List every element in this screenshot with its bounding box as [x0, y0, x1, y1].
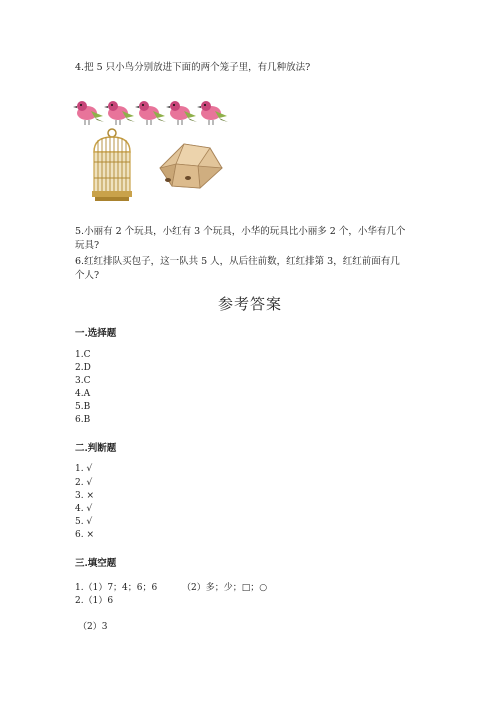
birdcage-icon — [86, 128, 138, 204]
bird-icon — [135, 101, 166, 125]
answer-item: 5. √ — [75, 517, 93, 527]
box-cage-icon — [152, 138, 228, 196]
answer-line: 2.（1）6 — [75, 596, 114, 606]
answer-item: 6. × — [75, 530, 94, 540]
question-6-line-2: 个人? — [75, 270, 100, 281]
question-4: 4.把 5 只小鸟分别放进下面的两个笼子里，有几种放法? — [75, 62, 311, 73]
answer-line: 1.（1）7；4；6；6 — [75, 583, 158, 593]
question-5-line-1: 5.小丽有 2 个玩具，小红有 3 个玩具，小华的玩具比小丽多 2 个，小华有几个 — [75, 226, 406, 237]
section-fill-heading: 三.填空题 — [75, 558, 117, 569]
answers-title: 参考答案 — [217, 295, 282, 313]
answer-item: 3. × — [75, 491, 94, 501]
question-6-line-1: 6.红红排队买包子，这一队共 5 人，从后往前数，红红排第 3，红红前面有几 — [75, 256, 400, 267]
answer-item: 4. √ — [75, 504, 93, 514]
answer-item: 4.A — [75, 389, 91, 399]
bird-icon — [197, 101, 228, 125]
answer-line: （2）多；少；□；○ — [182, 583, 268, 593]
question-5-line-2: 玩具? — [75, 240, 100, 251]
bird-icon — [73, 101, 104, 125]
bird-icon — [104, 101, 135, 125]
answer-item: 1.C — [75, 350, 91, 360]
answer-item: 5.B — [75, 402, 91, 412]
section-choice-heading: 一.选择题 — [75, 328, 117, 339]
section-judge-heading: 二.判断题 — [75, 443, 117, 454]
answer-item: 2.D — [75, 363, 91, 373]
answer-item: 3.C — [75, 376, 91, 386]
birds-row — [73, 96, 233, 128]
answer-line: （2）3 — [78, 622, 108, 632]
answer-item: 6.B — [75, 415, 91, 425]
answer-item: 2. √ — [75, 478, 93, 488]
bird-icon — [166, 101, 197, 125]
answer-item: 1. √ — [75, 464, 93, 474]
